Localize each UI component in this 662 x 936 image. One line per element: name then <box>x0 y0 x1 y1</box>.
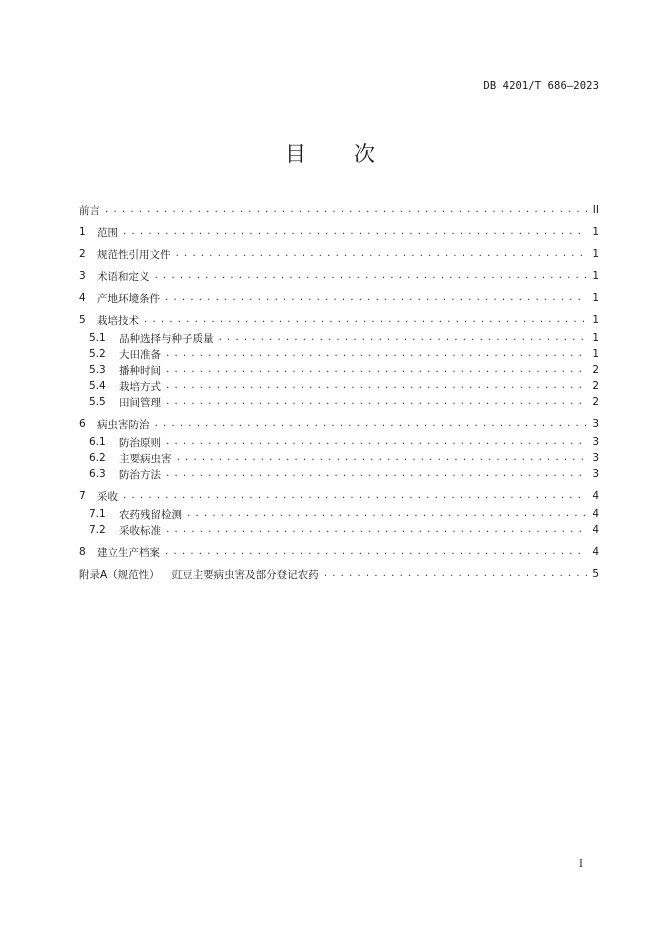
toc-entry-5-4[interactable] <box>89 378 599 394</box>
toc-entry-6-3[interactable] <box>89 466 599 482</box>
toc-leader <box>165 469 587 479</box>
toc-leader <box>164 293 587 303</box>
toc-entry-number: 6 <box>79 418 86 430</box>
toc-leader <box>164 547 587 557</box>
toc-entry-7-2[interactable] <box>89 522 599 538</box>
toc-entry-page: 3 <box>592 418 599 430</box>
toc-entry-page: 3 <box>592 436 599 448</box>
toc-leader <box>143 315 587 325</box>
toc-entry-5-2[interactable] <box>89 346 599 362</box>
document-code: DB 4201/T 686—2023 <box>483 80 599 92</box>
toc-entry-5-3[interactable] <box>89 362 599 378</box>
toc-entry-5[interactable] <box>79 312 599 328</box>
toc-entry-text: 产地环境条件 <box>97 292 160 305</box>
toc-entry-number: 5.4 <box>89 380 106 392</box>
toc-leader <box>154 271 588 281</box>
toc-entry-number: 6.1 <box>89 436 106 448</box>
toc-entry-text: 防治方法 <box>119 468 161 481</box>
toc-entry-number: 2 <box>79 248 86 260</box>
toc-entry-page: 1 <box>592 292 599 304</box>
toc-entry-text: 前言 <box>79 204 100 217</box>
toc-entry-page: 1 <box>592 270 599 282</box>
toc-entry-text: 栽培技术 <box>97 314 139 327</box>
toc-title-right: 次 <box>354 142 377 166</box>
toc-entry-number: 5 <box>79 314 86 326</box>
toc-entry-page: 2 <box>592 380 599 392</box>
toc-entry-number: 6.2 <box>89 452 106 464</box>
toc-entry-page: 4 <box>592 490 599 502</box>
toc-leader <box>175 249 588 259</box>
toc-entry-text: 品种选择与种子质量 <box>119 332 214 345</box>
toc-entry-page: II <box>592 204 599 216</box>
toc-entry-number: 1 <box>79 226 86 238</box>
toc-leader <box>323 569 587 579</box>
toc-leader <box>165 397 587 407</box>
toc-entry-page: 4 <box>592 524 599 536</box>
toc-entry-page: 1 <box>592 226 599 238</box>
toc-entry-text: 规范性引用文件 <box>97 248 171 261</box>
toc-entry-text: 采收 <box>97 490 118 503</box>
toc-entry-number: 4 <box>79 292 86 304</box>
toc-entry-3[interactable] <box>79 268 599 284</box>
toc-entry-6[interactable] <box>79 416 599 432</box>
toc-entry-5-1[interactable] <box>89 330 599 346</box>
toc-entry-text: 防治原则 <box>119 436 161 449</box>
toc-leader <box>165 365 587 375</box>
toc-entry-text: 播种时间 <box>119 364 161 377</box>
toc-entry-page: 2 <box>592 396 599 408</box>
toc-entry-8[interactable] <box>79 544 599 560</box>
page-number: I <box>579 859 583 870</box>
toc-entry-text: 术语和定义 <box>97 270 150 283</box>
toc-entry-text: 栽培方式 <box>119 380 161 393</box>
toc-entry-6-1[interactable] <box>89 434 599 450</box>
toc-leader <box>122 491 587 501</box>
toc-entry-text: 采收标准 <box>119 524 161 537</box>
toc-entry-text: 主要病虫害 <box>119 452 172 465</box>
toc-entry-text: 建立生产档案 <box>97 546 160 559</box>
toc-leader <box>154 419 588 429</box>
toc-leader <box>165 525 587 535</box>
toc-entry-page: 3 <box>592 468 599 480</box>
toc-entry-number: 5.5 <box>89 396 106 408</box>
toc-entry-text: 范围 <box>97 226 118 239</box>
toc-entry-7[interactable] <box>79 488 599 504</box>
toc-leader <box>122 227 587 237</box>
toc-leader <box>165 381 587 391</box>
toc-entry-number: 3 <box>79 270 86 282</box>
toc-entry-text: 农药残留检测 <box>119 508 182 521</box>
toc-entry-4[interactable] <box>79 290 599 306</box>
toc-entry-1[interactable] <box>79 224 599 240</box>
toc-leader <box>104 205 587 215</box>
toc-entry-number: 7.1 <box>89 508 106 520</box>
toc-entry-page: 4 <box>592 546 599 558</box>
toc-entry-text: 豇豆主要病虫害及部分登记农药 <box>171 568 319 581</box>
toc-entry-page: 4 <box>592 508 599 520</box>
toc-entry-number: 5.1 <box>89 332 106 344</box>
toc-entry-page: 1 <box>592 248 599 260</box>
toc-title <box>0 138 662 168</box>
toc-entry-number: 8 <box>79 546 86 558</box>
toc-entry-page: 2 <box>592 364 599 376</box>
toc-entry-number: 5.2 <box>89 348 106 360</box>
toc-entry-number: 7.2 <box>89 524 106 536</box>
toc-entry-text: 病虫害防治 <box>97 418 150 431</box>
toc-entry-page: 5 <box>592 568 599 580</box>
toc-leader <box>165 349 587 359</box>
toc-entry-page: 1 <box>592 332 599 344</box>
toc-entry-2[interactable] <box>79 246 599 262</box>
toc-entry-7-1[interactable] <box>89 506 599 522</box>
toc-entry-page: 3 <box>592 452 599 464</box>
toc-entry-number: 7 <box>79 490 86 502</box>
toc-entry-text: 田间管理 <box>119 396 161 409</box>
toc-entry-6-2[interactable] <box>89 450 599 466</box>
toc-leader <box>165 437 587 447</box>
toc-leader <box>176 453 588 463</box>
toc-entry-text: 大田准备 <box>119 348 161 361</box>
toc-entry-page: 1 <box>592 348 599 360</box>
toc-entry-page: 1 <box>592 314 599 326</box>
toc-entry-number: 附录A（规范性） <box>79 568 160 581</box>
toc-leader <box>186 509 587 519</box>
toc-entry-foreword[interactable] <box>79 202 599 218</box>
toc-entry-5-5[interactable] <box>89 394 599 410</box>
toc-entry-number: 5.3 <box>89 364 106 376</box>
toc-leader <box>218 333 588 343</box>
toc-entry-number: 6.3 <box>89 468 106 480</box>
toc-title-left: 目 <box>285 142 308 166</box>
toc-entry-appendix-a[interactable] <box>79 566 599 582</box>
